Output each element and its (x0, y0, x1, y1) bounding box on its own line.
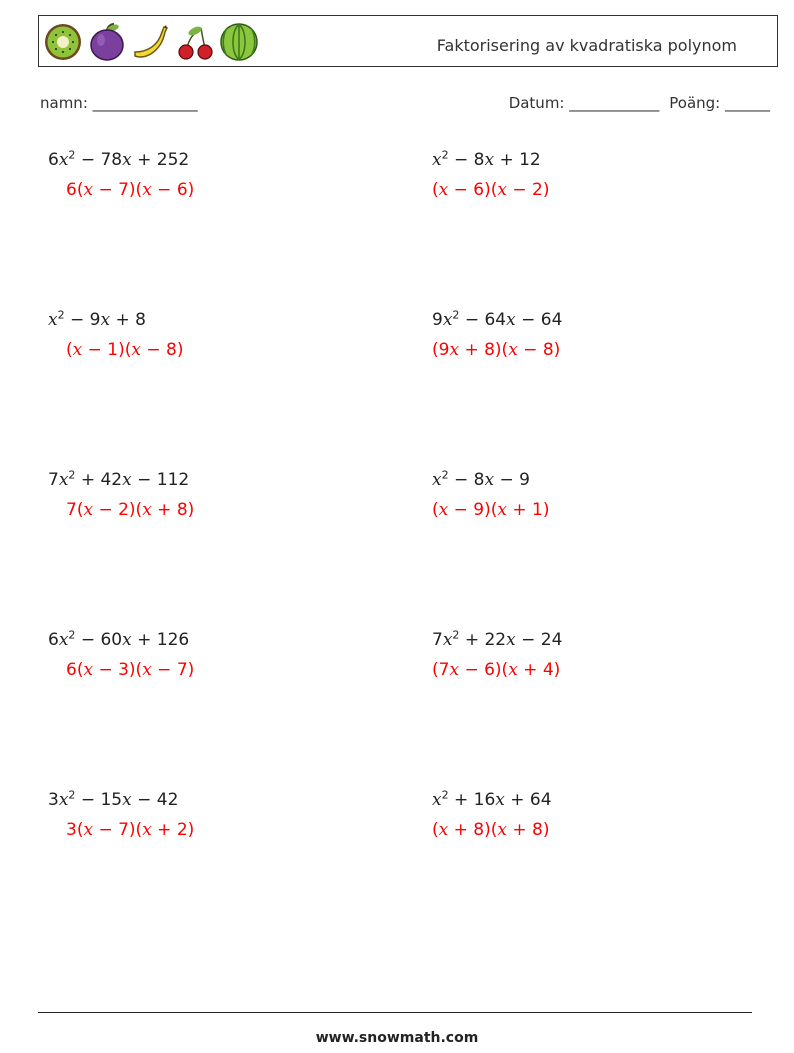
score-field-label: Poäng: ______ (669, 94, 770, 112)
problem-answer: 3(x − 7)(x + 2) (66, 820, 195, 840)
footer-divider (38, 1012, 752, 1013)
problem-question: $6x^2 - 60x + 126$ (48, 628, 190, 650)
footer-url: www.snowmath.com (315, 1030, 479, 1046)
fruit-icons (43, 20, 259, 64)
problem-answer: 7(x − 2)(x + 8) (66, 500, 195, 520)
header-box (38, 15, 778, 67)
name-field-label: namn: ______________ (40, 94, 198, 112)
problem-answer: (x − 1)(x − 8) (66, 340, 184, 360)
kiwi-icon (43, 22, 83, 62)
problem-answer: (x − 9)(x + 1) (432, 500, 550, 520)
problem-question: $6x^2 - 78x + 252$ (48, 148, 190, 170)
problem-question: $7x^2 + 42x - 112$ (48, 468, 190, 490)
problem-question: $x^2 + 16x + 64$ (432, 788, 552, 810)
problem-answer: (7x − 6)(x + 4) (432, 660, 561, 680)
problem-question: $x^2 - 8x + 12$ (432, 148, 541, 170)
problem-question: $x^2 - 8x - 9$ (432, 468, 530, 490)
problem-question: $3x^2 - 15x - 42$ (48, 788, 179, 810)
problem-answer: 6(x − 3)(x − 7) (66, 660, 195, 680)
problem-answer: 6(x − 7)(x − 6) (66, 180, 195, 200)
date-score-fields (509, 94, 770, 112)
problem-answer: (x + 8)(x + 8) (432, 820, 550, 840)
date-field-label: Datum: ____________ (508, 94, 660, 112)
watermelon-icon (219, 22, 259, 62)
worksheet-title: Faktorisering av kvadratiska polynom (436, 36, 737, 55)
problem-question: $9x^2 - 64x - 64$ (432, 308, 563, 330)
banana-icon (131, 22, 171, 62)
problem-question: $7x^2 + 22x - 24$ (432, 628, 563, 650)
problem-question: $x^2 - 9x + 8$ (48, 308, 146, 330)
cherry-icon (175, 22, 215, 62)
problem-answer: (9x + 8)(x − 8) (432, 340, 561, 360)
plum-icon (87, 22, 127, 62)
problem-answer: (x − 6)(x − 2) (432, 180, 550, 200)
